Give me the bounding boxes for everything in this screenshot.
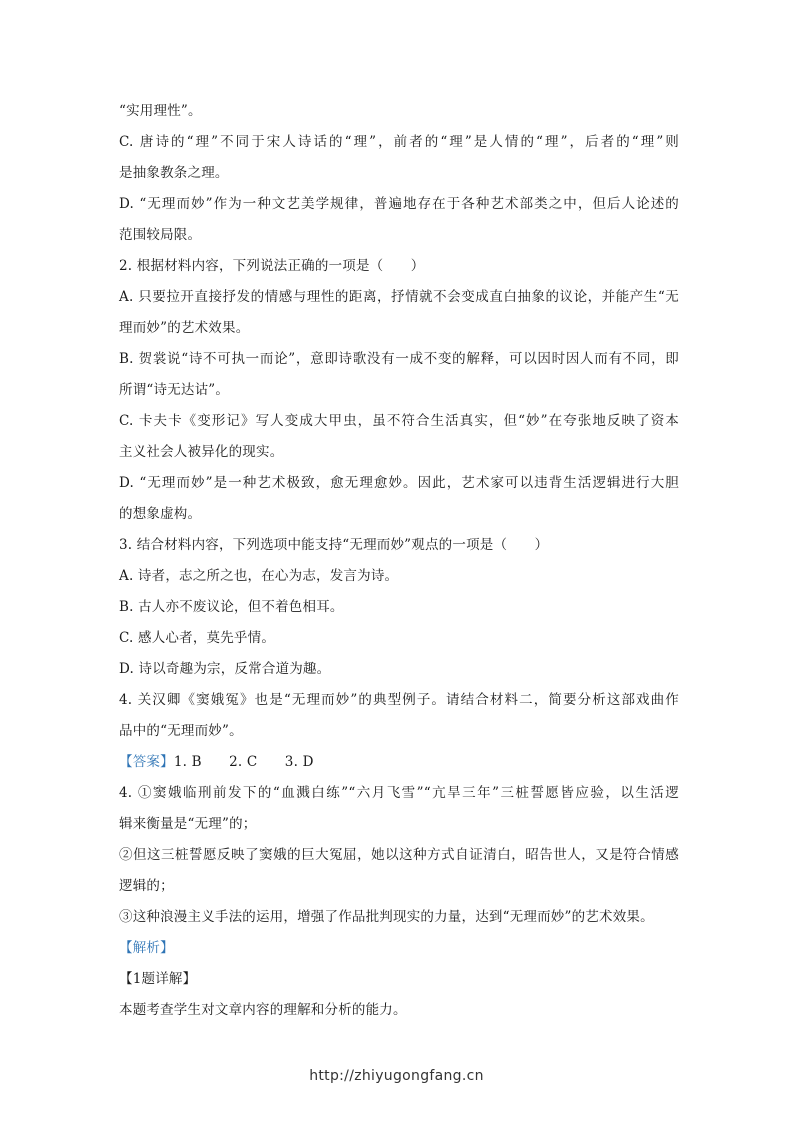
text-line: 是抽象教条之理。 [119, 165, 229, 181]
answer-label: 【答案】 [119, 754, 174, 770]
text-line: 理而妙”的艺术效果。 [119, 320, 250, 336]
option-c-line: C. 感人心者，莫先乎情。 [119, 630, 276, 646]
option-a-line: A. 诗者，志之所之也，在心为志，发言为诗。 [119, 568, 399, 584]
option-b-line: B. 贺裳说“诗不可执一而论”，意即诗歌没有一成不变的解释，可以因时因人而有不同，即 [119, 351, 679, 367]
analysis-label: 【解析】 [119, 940, 174, 956]
question-4: 4. 关汉卿《窦娥冤》也是“无理而妙”的典型例子。请结合材料二，简要分析这部戏曲作 [119, 692, 679, 708]
answer-text: 1. B 2. C 3. D [173, 754, 314, 770]
question-3: 3. 结合材料内容，下列选项中能支持“无理而妙”观点的一项是（ ） [119, 537, 549, 553]
text-line: 辑来衡量是“无理”的； [119, 816, 257, 832]
answer-4-line: 4. ①窦娥临刑前发下的“血溅白练”“六月飞雪”“亢旱三年”三桩誓愿皆应验，以生活逻 [119, 785, 679, 801]
answer-point-2: ②但这三桩誓愿反映了窦娥的巨大冤屈，她以这种方式自证清白，昭告世人，又是符合情感 [119, 847, 679, 863]
text-line: 所谓“诗无达诂”。 [119, 382, 230, 398]
answer-line [119, 747, 679, 778]
answer-point-3: ③这种浪漫主义手法的运用，增强了作品批判现实的力量，达到“无理而妙”的艺术效果。 [119, 909, 654, 925]
option-c-line: C. 唐诗的“理”不同于宋人诗话的“理”，前者的“理”是人情的“理”，后者的“理”则 [119, 134, 679, 150]
option-a-line: A. 只要拉开直接抒发的情感与理性的距离，抒情就不会变成直白抽象的议论，并能产生“无 [119, 289, 679, 305]
document-body [119, 96, 679, 1026]
option-b-line: B. 古人亦不废议论，但不着色相耳。 [119, 599, 344, 615]
text-line: 的想象虚构。 [119, 506, 202, 522]
text-line: 品中的“无理而妙”。 [119, 723, 243, 739]
detail-label: 【1题详解】 [119, 971, 197, 987]
footer-url: http://zhiyugongfang.cn [309, 1068, 484, 1084]
text-line: 范围较局限。 [119, 227, 202, 243]
option-c-line: C. 卡夫卡《变形记》写人变成大甲虫，虽不符合生活真实，但“妙”在夸张地反映了资本 [119, 413, 679, 429]
question-2: 2. 根据材料内容，下列说法正确的一项是（ ） [119, 258, 425, 274]
text-line: 主义社会人被异化的现实。 [119, 444, 284, 460]
option-d-line: D. “无理而妙”作为一种文艺美学规律，普遍地存在于各种艺术部类之中，但后人论述的 [119, 196, 679, 212]
option-d-line: D. 诗以奇趣为宗，反常合道为趣。 [119, 661, 331, 677]
detail-text: 本题考查学生对文章内容的理解和分析的能力。 [119, 1002, 407, 1018]
option-d-line: D. “无理而妙”是一种艺术极致，愈无理愈妙。因此，艺术家可以违背生活逻辑进行大胆 [119, 475, 679, 491]
text-line: 逻辑的； [119, 878, 174, 894]
text-line: “实用理性”。 [119, 103, 202, 119]
